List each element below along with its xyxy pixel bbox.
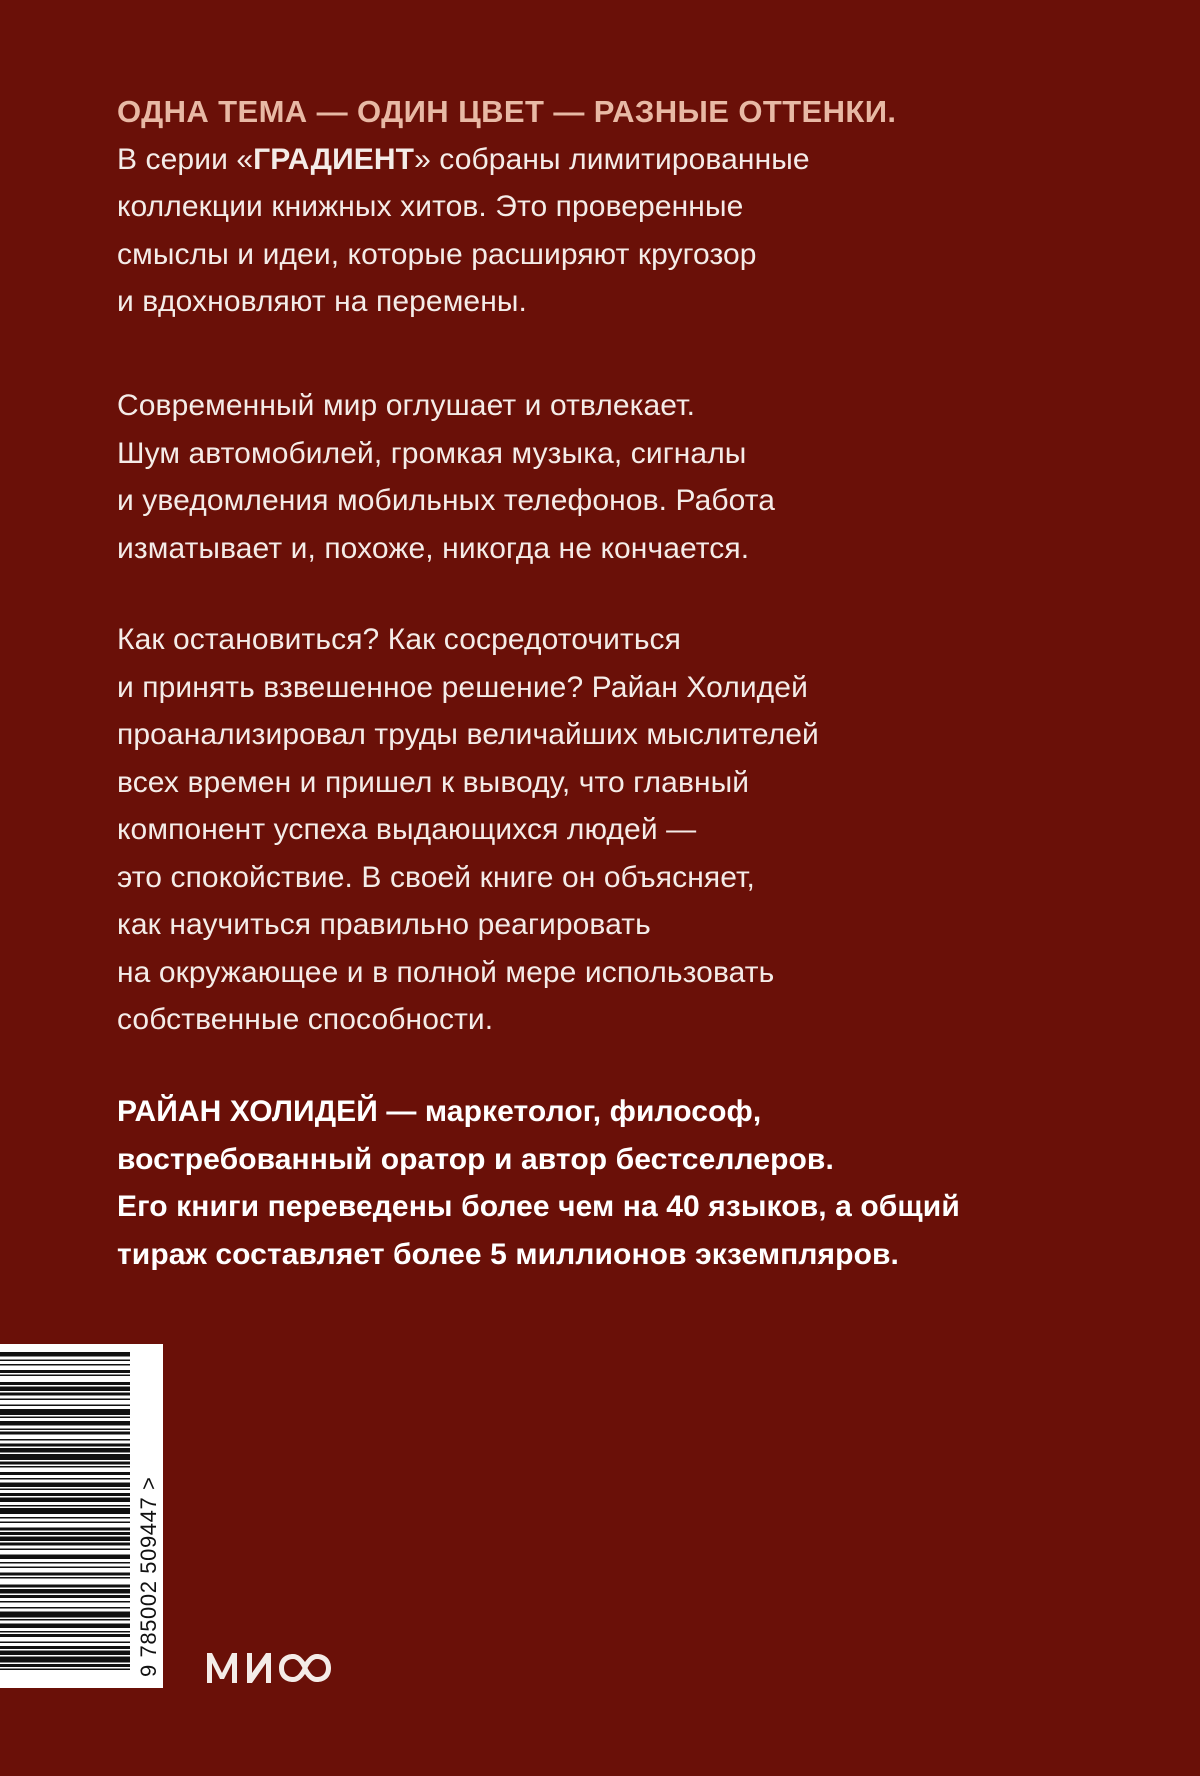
barcode-bar	[0, 1589, 130, 1594]
paragraph-line: всех времен и пришел к выводу, что главный	[117, 765, 750, 799]
barcode-bar	[0, 1466, 130, 1468]
author-bio-line: востребованный оратор и автор бестселлеров.	[117, 1142, 834, 1176]
barcode-bar	[0, 1642, 130, 1644]
barcode-bar	[0, 1562, 130, 1564]
barcode-bar	[0, 1543, 130, 1546]
series-intro	[117, 88, 1017, 326]
publisher-logo	[205, 1645, 335, 1691]
paragraph-line: Современный мир оглушает и отвлекает.	[117, 389, 696, 422]
barcode-bar	[0, 1595, 130, 1598]
series-line-1	[117, 136, 1017, 184]
series-brand-name: ГРАДИЕНТ	[253, 142, 415, 176]
barcode-bar	[0, 1601, 130, 1603]
barcode-bar	[0, 1607, 130, 1609]
series-line-2: коллекции книжных хитов. Это проверенные	[117, 190, 744, 223]
barcode-bar	[0, 1585, 130, 1588]
barcode-bar	[0, 1612, 130, 1618]
paragraph-line: собственные способности.	[117, 1003, 494, 1036]
barcode-bar	[0, 1537, 130, 1542]
paragraph-line: компонент успеха выдающихся людей —	[117, 813, 697, 846]
barcode-bar	[0, 1567, 130, 1569]
barcode-bar	[0, 1532, 130, 1535]
barcode-bar	[0, 1370, 130, 1373]
barcode-bar	[0, 1417, 130, 1419]
barcode-bar	[0, 1657, 130, 1663]
series-line-1-start: В серии «	[117, 142, 254, 176]
barcode-bar	[0, 1360, 130, 1362]
barcode-bar	[0, 1573, 130, 1576]
barcode-bar	[0, 1528, 130, 1531]
paragraph-line: и уведомления мобильных телефонов. Работа	[117, 484, 776, 517]
barcode-bar	[0, 1409, 130, 1415]
barcode-bar	[0, 1669, 130, 1671]
barcode-bar	[0, 1555, 130, 1560]
barcode-bar	[0, 1393, 130, 1396]
barcode-bar	[0, 1478, 130, 1480]
paragraph-line: проанализировал труды величайших мыслителей	[117, 718, 819, 751]
barcode-bar	[0, 1577, 130, 1579]
barcode-bar	[0, 1664, 130, 1667]
barcode-bar	[0, 1624, 130, 1629]
barcode-bar	[0, 1444, 130, 1447]
paragraph-line: как научиться правильно реагировать	[117, 908, 651, 941]
barcode-bar	[0, 1421, 130, 1426]
barcode-bar	[0, 1508, 130, 1514]
paragraph-line: и принять взвешенное решение? Райан Холидей	[117, 670, 808, 704]
barcode-bar	[0, 1631, 130, 1633]
paragraph-line: изматывает и, похоже, никогда не кончается.	[117, 531, 750, 565]
author-bio-line: РАЙАН ХОЛИДЕЙ — маркетолог, философ,	[117, 1095, 762, 1128]
description-paragraph-2	[117, 616, 1017, 1044]
barcode-bar	[0, 1399, 130, 1401]
barcode-bar	[0, 1646, 130, 1649]
author-bio-line: тираж составляет более 5 миллионов экземпляров.	[117, 1237, 899, 1271]
barcode-bar	[0, 1454, 130, 1460]
barcode-bar	[0, 1619, 130, 1621]
barcode-bar	[0, 1489, 130, 1491]
series-heading: ОДНА ТЕМА — ОДИН ЦВЕТ — РАЗНЫЕ ОТТЕНКИ.	[117, 94, 897, 129]
author-bio-line: Его книги переведены более чем на 40 языков, а общий	[117, 1190, 960, 1223]
barcode-bar	[0, 1498, 130, 1503]
author-bio	[117, 1088, 1017, 1278]
paragraph-line: Как остановиться? Как сосредоточиться	[117, 623, 681, 656]
barcode-bar	[0, 1382, 130, 1385]
barcode-bar	[0, 1634, 130, 1637]
series-line-1-end: » собраны лимитированные	[414, 142, 810, 176]
barcode-bar	[0, 1472, 130, 1475]
barcode-bar	[0, 1448, 130, 1453]
barcode-bar	[0, 1432, 130, 1435]
barcode-bar	[0, 1352, 130, 1357]
paragraph-line: Шум автомобилей, громкая музыка, сигналы	[117, 436, 747, 470]
description-paragraph-1	[117, 382, 1017, 572]
isbn-number: 9 785002 509447 >	[136, 1476, 161, 1677]
barcode-bar	[0, 1483, 130, 1488]
barcode-bar	[0, 1429, 130, 1431]
barcode-bar	[0, 1549, 130, 1551]
series-line-3: смыслы и идеи, которые расширяют кругозор	[117, 237, 757, 271]
barcode-bar	[0, 1651, 130, 1656]
barcode-bar	[0, 1405, 130, 1407]
series-line-4: и вдохновляют на перемены.	[117, 285, 527, 318]
barcode-bar	[0, 1505, 130, 1507]
barcode-bar	[0, 1522, 130, 1524]
barcode-bar	[0, 1364, 130, 1366]
barcode-bar	[0, 1375, 130, 1377]
barcode-bar	[0, 1517, 130, 1519]
barcode-bar	[0, 1387, 130, 1392]
paragraph-line: это спокойствие. В своей книге он объясняет,	[117, 860, 755, 894]
barcode-bar	[0, 1439, 130, 1441]
barcode-bar	[0, 1462, 130, 1465]
paragraph-line: на окружающее и в полной мере использовать	[117, 955, 775, 989]
barcode-bar	[0, 1493, 130, 1496]
